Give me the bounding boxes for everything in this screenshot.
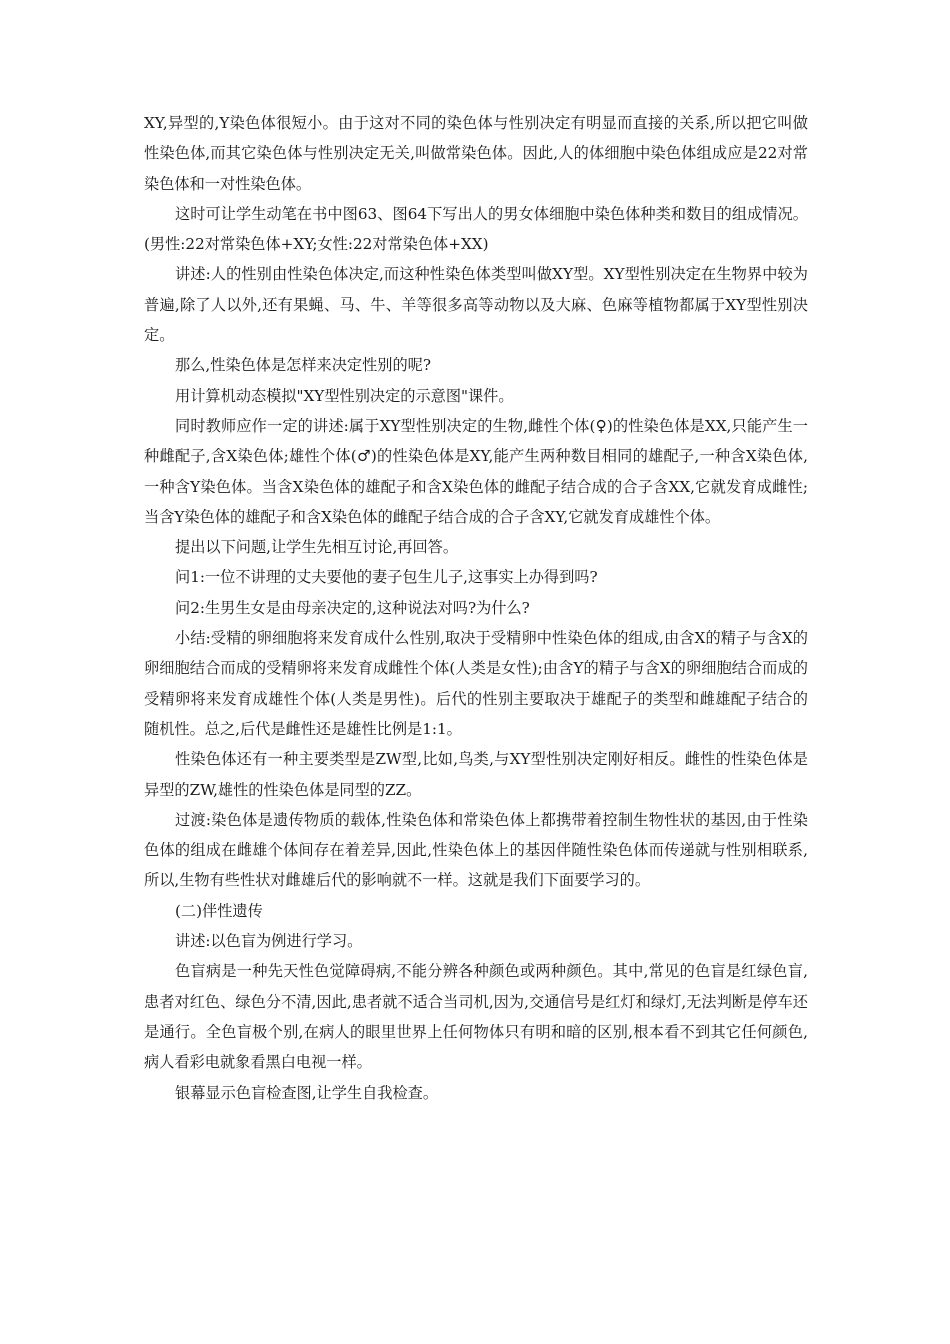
- transition-paragraph: 过渡:染色体是遗传物质的载体,性染色体和常染色体上都携带着控制生物性状的基因,由于性染色体的组成在雌雄个体间存在着差异,因此,性染色体上的基因伴随性染色体而传递就与性别相联系,所以,生物有些性状对雌雄后代的影响就不一样。这就是我们下面要学习的。: [144, 810, 808, 890]
- paragraph-7: 提出以下问题,让学生先相互讨论,再回答。: [175, 538, 459, 557]
- summary-paragraph: 小结:受精的卵细胞将来发育成什么性别,取决于受精卵中性染色体的组成,由含X的精子与含X的卵细胞结合而成的受精卵将来发育成雌性个体(人类是女性);由含Y的精子与含X的卵细胞结合而成的受精卵将来发育成雄性个体(人类是男性)。后代的性别主要取决于雄配子的类型和雌雄配子结合的随机性。总之,后代是雌性还是雄性比例是1:1。: [144, 629, 808, 738]
- paragraph-3: 讲述:人的性别由性染色体决定,而这种性染色体类型叫做XY型。XY型性别决定在生物界中较为普遍,除了人以外,还有果蝇、马、牛、羊等很多高等动物以及大麻、色麻等植物都属于XY型性别决定。: [144, 265, 808, 345]
- paragraph-1: XY,异型的,Y染色体很短小。由于这对不同的染色体与性别决定有明显而直接的关系,所以把它叫做性染色体,而其它染色体与性别决定无关,叫做常染色体。因此,人的体细胞中染色体组成应是22对常染色体和一对性染色体。: [144, 114, 808, 193]
- paragraph-6: 同时教师应作一定的讲述:属于XY型性别决定的生物,雌性个体(♀)的性染色体是XX,只能产生一种雌配子,含X染色体;雄性个体(♂)的性染色体是XY,能产生两种数目相同的雄配子,一种含X染色体,一种含Y染色体。当含X染色体的雄配子和含X染色体的雌配子结合成的合子含XX,它就发育成雌性;当含Y染色体的雄配子和含X染色体的雌配子结合成的合子含XY,它就发育成雄性个体。: [144, 416, 808, 526]
- paragraph-11: 性染色体还有一种主要类型是ZW型,比如,鸟类,与XY型性别决定刚好相反。雌性的性染色体是异型的ZW,雄性的性染色体是同型的ZZ。: [144, 750, 808, 799]
- paragraph-2: 这时可让学生动笔在书中图63、图64下写出人的男女体细胞中染色体种类和数目的组成情况。(男性:22对常染色体+XY;女性:22对常染色体+XX): [144, 204, 808, 254]
- paragraph-16: 银幕显示色盲检查图,让学生自我检查。: [175, 1083, 439, 1102]
- document-body: [144, 108, 808, 1108]
- paragraph-5: 用计算机动态模拟"XY型性别决定的示意图"课件。: [175, 386, 514, 405]
- paragraph-15: 色盲病是一种先天性色觉障碍病,不能分辨各种颜色或两种颜色。其中,常见的色盲是红绿色盲,患者对红色、绿色分不清,因此,患者就不适合当司机,因为,交通信号是红灯和绿灯,无法判断是停车还是通行。全色盲极个别,在病人的眼里世界上任何物体只有明和暗的区别,根本看不到其它任何颜色,病人看彩电就象看黑白电视一样。: [144, 962, 808, 1072]
- paragraph-4: 那么,性染色体是怎样来决定性别的呢?: [175, 356, 431, 375]
- question-2: 问2:生男生女是由母亲决定的,这种说法对吗?为什么?: [175, 598, 530, 617]
- paragraph-14: 讲述:以色盲为例进行学习。: [175, 932, 363, 951]
- question-1: 问1:一位不讲理的丈夫要他的妻子包生儿子,这事实上办得到吗?: [175, 568, 598, 587]
- section-heading: (二)伴性遗传: [175, 901, 263, 920]
